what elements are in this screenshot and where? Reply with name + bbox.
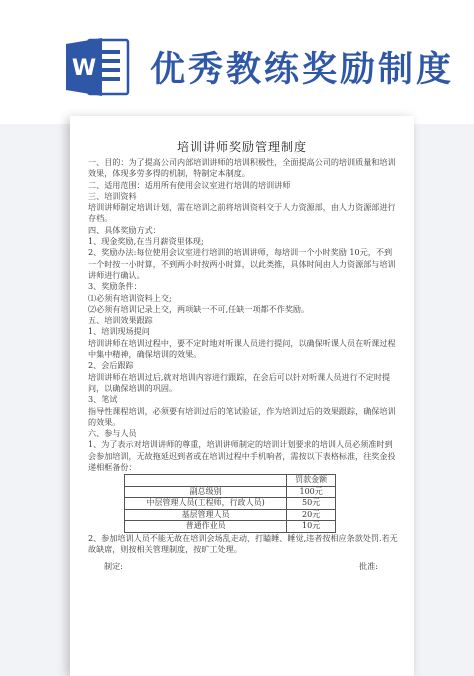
section-heading-tracking: 五、培训效果跟踪 [88,315,153,326]
banner-title: 优秀教练奖励制度 [150,50,455,90]
document-page [70,116,414,676]
paragraph-participants: 1、为了表示对培训讲师的尊重，培训讲师制定的培训计划要求的培训人员必须准时到会参加培训，无故拖延迟到者或在培训过程中手机响者，需按以下表格标准，往奖金投递相框备份： [88,439,396,473]
paragraph-reward-rule: 2、奖励办法:每位使用会议室进行培训的培训讲师，每培训一个小时奖励 10元，不到一个时按一小时算，不到两小时按两小时算，以此类推，具体时间由人力资源部与培训讲师进行确认。 [88,247,396,280]
table-row [125,509,336,521]
subheading-followup: 2、会后跟踪 [88,360,134,371]
table-row [125,498,336,510]
word-doc-icon [62,32,132,102]
paragraph-questions: 培训讲师在培训过程中，要不定时地对听课人员进行提问，以确保听课人员在听课过程中集中精神，确保培训的效果。 [88,337,396,360]
paragraph-cash-reward: 1、现金奖励,在当月薪资里体现; [88,236,204,247]
table-cell-role: 基层管理人员 [125,509,287,521]
banner [0,0,474,124]
section-heading-participants: 六、参与人员 [88,428,137,439]
made-by-label: 制定: [104,561,123,572]
table-cell-role: 中层管理人员(工程师，行政人员) [125,498,287,510]
table-cell-amount: 10元 [287,521,336,533]
document-footer [88,561,398,572]
section-heading-materials: 三、培训资料 [88,190,137,201]
subheading-questions: 1、培训现场提问 [88,326,150,337]
table-cell-amount: 50元 [287,498,336,510]
table-cell-role: 副总级别 [125,486,287,498]
table-header-cell: 罚款金额 [287,475,336,487]
table-row [125,486,336,498]
paragraph-condition-1: ⑴必须有培训资料上交; [88,292,172,303]
paragraph-reward-conditions: 3、奖励条件： [88,281,142,292]
paragraph-purpose: 一、目的：为了提高公司内部培训讲师的培训积极性，全面提高公司的培训质量和培训效果，体现多劳多得的机制，特制定本制度。 [88,157,396,179]
paragraph-attendance-rule: 2、参加培训人员不能无故在培训会场乱走动、打瞌睡、睡觉,违者按相应条款处罚.若无故缺席，则按相关管理制度，按旷工处理。 [88,532,398,555]
table-row [125,521,336,533]
table-cell-amount: 100元 [287,486,336,498]
paragraph-condition-2: ⑵必须有培训记录上交，两项缺一不可,任缺一项都不作奖励。 [88,303,310,314]
penalty-table [124,474,336,533]
table-cell-amount: 20元 [287,509,336,521]
table-header-cell [125,475,287,487]
paragraph-exam: 指导性课程培训，必须要有培训过后的笔试验证，作为培训过后的效果跟踪，确保培训的效果。 [88,405,396,427]
document-title: 培训讲师奖励管理制度 [176,140,307,154]
paragraph-followup: 培训讲师在培训过后,就对培训内容进行跟踪，在会后可以针对听课人员进行不定时提问，以确保培训的巩固。 [88,371,391,393]
table-cell-role: 普通作业员 [125,521,287,533]
paragraph-scope: 二、适用范围：适用所有使用会议室进行培训的培训讲师 [88,179,291,190]
penalty-table-wrap [124,474,336,533]
table-header-row [125,475,336,487]
subheading-exam: 3、笔试 [88,394,118,405]
section-heading-reward-method: 四、具体奖励方式： [88,224,161,235]
paragraph-materials: 培训讲师制定培训计划，需在培训之前将培训资料交于人力资源部，由人力资源部进行存档。 [88,202,396,224]
document-body [88,157,398,573]
logo-letter: W [71,56,97,81]
approved-by-label: 批准: [359,561,378,572]
